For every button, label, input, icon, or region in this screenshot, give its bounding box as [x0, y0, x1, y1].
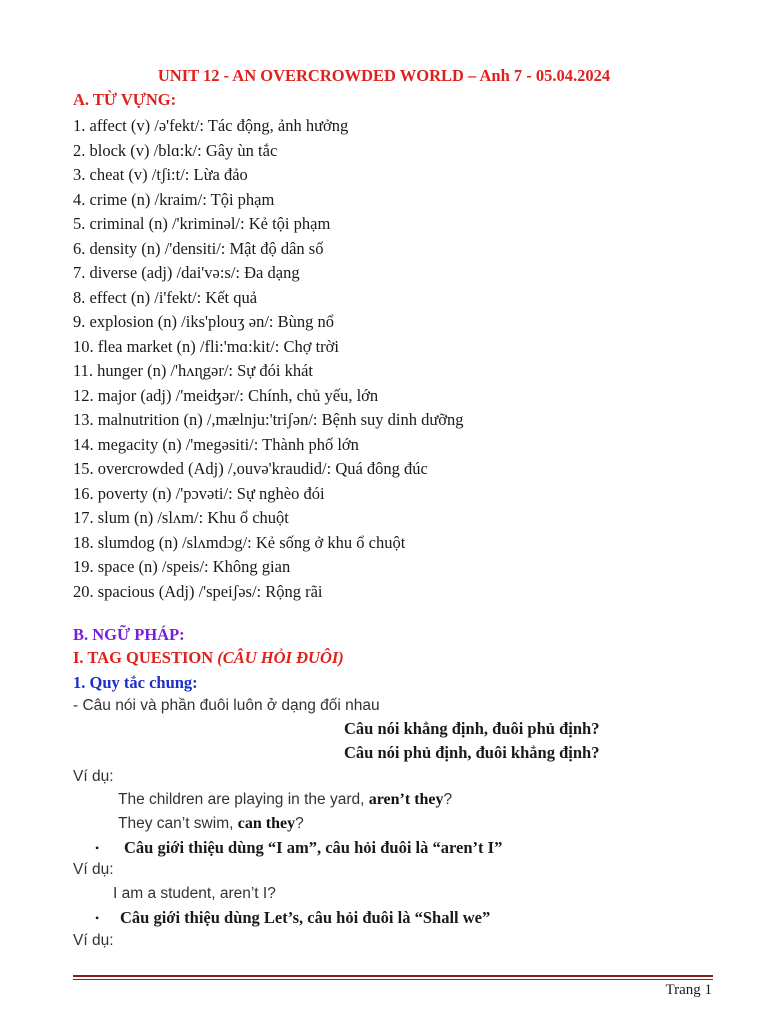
section-a-heading: A. TỪ VỰNG:	[73, 90, 177, 109]
example-label: Ví dụ:	[73, 768, 114, 785]
bullet-icon: •	[95, 911, 100, 925]
tag-question-heading	[73, 648, 344, 668]
page-number: Trang 1	[665, 982, 712, 998]
vocab-item: 6. density (n) /'densiti/: Mật độ dân số	[73, 238, 324, 258]
rule-bullet: Câu giới thiệu dùng “I am”, câu hỏi đuôi là “aren’t I”	[124, 838, 503, 857]
vocab-item: 12. major (adj) /'meiʤər/: Chính, chủ yếu, lớn	[73, 385, 379, 405]
vocab-item: 20. spacious (Adj) /'speiʃəs/: Rộng rãi	[73, 581, 323, 601]
vocab-item: 10. flea market (n) /fli:'mɑ:kit/: Chợ trời	[73, 336, 339, 356]
rule-text: - Câu nói và phần đuôi luôn ở dạng đối nhau	[73, 697, 380, 714]
bullet-icon: •	[95, 841, 100, 855]
vocab-item: 8. effect (n) /i'fekt/: Kết quả	[73, 287, 258, 307]
rule-line-affirmative: Câu nói khẳng định, đuôi phủ định?	[344, 719, 600, 738]
vocab-item: 15. overcrowded (Adj) /,ouvə'kraudid/: Quá đông đúc	[73, 459, 428, 478]
rule-line-negative: Câu nói phủ định, đuôi khẳng định?	[344, 743, 600, 762]
example-sentence	[118, 791, 452, 809]
example-end: ?	[443, 791, 453, 808]
vocab-item: 9. explosion (n) /iks'plouʒ ən/: Bùng nổ	[73, 312, 334, 331]
example-text: They can’t swim,	[118, 815, 238, 832]
vocab-item: 2. block (v) /blɑ:k/: Gây ùn tắc	[73, 140, 278, 160]
vocab-item: 16. poverty (n) /'pɔvəti/: Sự nghèo đói	[73, 483, 325, 503]
rule-bullet: Câu giới thiệu dùng Let’s, câu hỏi đuôi là “Shall we”	[120, 908, 491, 927]
section-b-heading: B. NGỮ PHÁP:	[73, 625, 185, 644]
vocab-item: 3. cheat (v) /tʃi:t/: Lừa đảo	[73, 165, 248, 184]
example-text: The children are playing in the yard,	[118, 791, 369, 808]
example-label: Ví dụ:	[73, 932, 114, 949]
example-sentence: I am a student, aren’t I?	[113, 885, 276, 902]
vocab-item: 14. megacity (n) /'megəsiti/: Thành phố lớn	[73, 434, 359, 454]
vocab-item: 11. hunger (n) /'hʌɳgər/: Sự đói khát	[73, 361, 313, 380]
page-title: UNIT 12 - AN OVERCROWDED WORLD – Anh 7 - 05.04.2024	[157, 66, 611, 85]
example-sentence	[118, 815, 304, 833]
tag-question-label: I. TAG QUESTION	[73, 648, 218, 667]
footer-divider	[73, 975, 713, 977]
vocabulary-list	[73, 114, 464, 604]
vocab-item: 5. criminal (n) /'kriminəl/: Kẻ tội phạm	[73, 214, 331, 233]
vocab-item: 7. diverse (adj) /dai'və:s/: Đa dạng	[73, 263, 300, 282]
rule-heading: 1. Quy tắc chung:	[73, 673, 198, 692]
vocab-item: 1. affect (v) /ə'fekt/: Tác động, ảnh hưởng	[73, 116, 349, 135]
tag-question-label-italic: (CÂU HỎI ĐUÔI)	[217, 648, 344, 667]
footer-divider-thin	[73, 979, 713, 980]
vocab-item: 19. space (n) /speis/: Không gian	[73, 557, 291, 576]
vocab-item: 4. crime (n) /kraim/: Tội phạm	[73, 189, 275, 209]
example-end: ?	[295, 815, 304, 832]
vocab-item: 18. slumdog (n) /slʌmdɔg/: Kẻ sống ở khu ổ chuột	[73, 532, 406, 552]
example-tag: can they	[237, 815, 296, 832]
example-tag: aren’t they	[368, 791, 444, 808]
vocab-item: 17. slum (n) /slʌm/: Khu ổ chuột	[73, 508, 289, 527]
example-label: Ví dụ:	[73, 861, 114, 878]
vocab-item: 13. malnutrition (n) /,mælnju:'triʃən/: Bệnh suy dinh dưỡng	[73, 410, 464, 429]
